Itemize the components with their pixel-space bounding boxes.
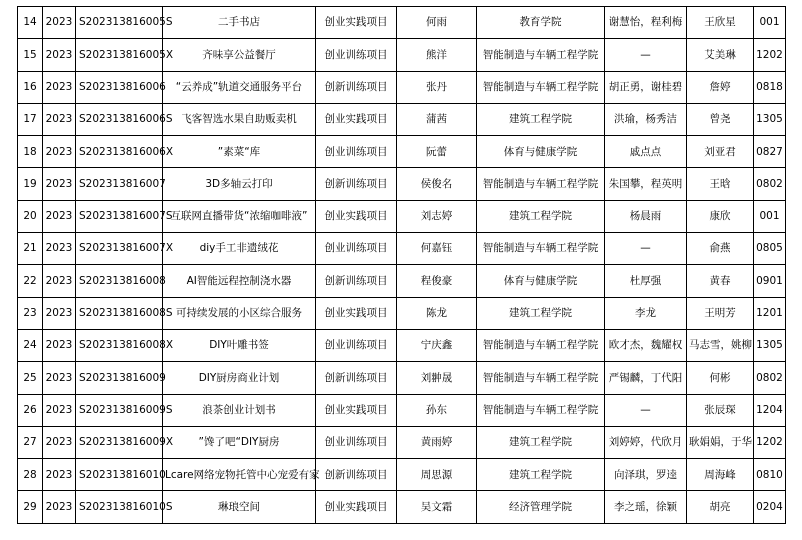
cell-project-type: 创业实践项目 [316,7,397,39]
cell-leader: 陈龙 [397,297,477,329]
cell-project-code: S202313816007 [76,168,163,200]
cell-project-name: ”馋了吧“DIY厨房 [163,426,316,458]
cell-year: 2023 [43,491,76,523]
cell-project-type: 创业实践项目 [316,297,397,329]
cell-project-name: 互联网直播带货“浓缩咖啡液” [163,200,316,232]
cell-leader: 侯俊名 [397,168,477,200]
cell-project-code: S202313816005S [76,7,163,39]
cell-project-type: 创业实践项目 [316,394,397,426]
cell-project-code: S202313816010 [76,459,163,491]
cell-college: 智能制造与车辆工程学院 [477,168,605,200]
cell-leader: 阮蕾 [397,136,477,168]
cell-project-type: 创新训练项目 [316,71,397,103]
cell-subject-code: 0802 [754,362,786,394]
cell-row-number: 20 [18,200,43,232]
cell-year: 2023 [43,39,76,71]
cell-year: 2023 [43,329,76,361]
cell-year: 2023 [43,168,76,200]
cell-leader: 何雨 [397,7,477,39]
cell-advisor: 周海峰 [687,459,754,491]
cell-year: 2023 [43,136,76,168]
cell-advisor: 曾尧 [687,103,754,135]
cell-members: 李之瑶，徐颖 [605,491,687,523]
cell-project-name: 3D多轴云打印 [163,168,316,200]
cell-college: 智能制造与车辆工程学院 [477,394,605,426]
table-row [18,233,786,265]
table-row [18,394,786,426]
cell-year: 2023 [43,200,76,232]
table-body [18,7,786,524]
table-row [18,297,786,329]
cell-subject-code: 0901 [754,265,786,297]
cell-row-number: 22 [18,265,43,297]
cell-members: — [605,233,687,265]
cell-members: 朱国攀，程英明 [605,168,687,200]
cell-members: — [605,39,687,71]
cell-year: 2023 [43,362,76,394]
cell-advisor: 艾美琳 [687,39,754,71]
cell-year: 2023 [43,426,76,458]
table-row [18,491,786,523]
cell-leader: 吴文霜 [397,491,477,523]
cell-subject-code: 1202 [754,426,786,458]
cell-leader: 蒲茜 [397,103,477,135]
cell-project-name: “云养成”轨道交通服务平台 [163,71,316,103]
cell-leader: 程俊豪 [397,265,477,297]
cell-subject-code: 1204 [754,394,786,426]
cell-college: 体育与健康学院 [477,265,605,297]
cell-college: 建筑工程学院 [477,297,605,329]
cell-subject-code: 001 [754,7,786,39]
cell-row-number: 17 [18,103,43,135]
cell-project-type: 创业训练项目 [316,136,397,168]
cell-row-number: 29 [18,491,43,523]
table-row [18,71,786,103]
cell-subject-code: 0818 [754,71,786,103]
cell-project-name: 浪茶创业计划书 [163,394,316,426]
cell-project-type: 创业实践项目 [316,103,397,135]
cell-members: 严锡麟，丁代阳 [605,362,687,394]
cell-college: 智能制造与车辆工程学院 [477,362,605,394]
cell-project-code: S202313816006 [76,71,163,103]
cell-project-type: 创新训练项目 [316,362,397,394]
table-row [18,7,786,39]
cell-members: 欧才杰，魏耀权 [605,329,687,361]
cell-members: — [605,394,687,426]
cell-advisor: 王明芳 [687,297,754,329]
cell-college: 智能制造与车辆工程学院 [477,39,605,71]
cell-project-code: S202313816007S [76,200,163,232]
cell-college: 智能制造与车辆工程学院 [477,233,605,265]
cell-project-code: S202313816009S [76,394,163,426]
cell-project-code: S202313816006X [76,136,163,168]
cell-members: 李龙 [605,297,687,329]
cell-project-code: S202313816008 [76,265,163,297]
cell-project-type: 创业训练项目 [316,39,397,71]
cell-leader: 何嘉钰 [397,233,477,265]
cell-advisor: 俞燕 [687,233,754,265]
cell-advisor: 马志雪，姚柳 [687,329,754,361]
cell-advisor: 耿娟娟，于华 [687,426,754,458]
cell-project-type: 创业实践项目 [316,491,397,523]
cell-leader: 张丹 [397,71,477,103]
cell-college: 建筑工程学院 [477,426,605,458]
cell-leader: 孙东 [397,394,477,426]
cell-subject-code: 0810 [754,459,786,491]
cell-advisor: 詹婷 [687,71,754,103]
cell-project-name: Lcare网络宠物托管中心宠爱有家 [163,459,316,491]
table-row [18,136,786,168]
cell-project-code: S202313816009 [76,362,163,394]
cell-project-name: ”素菜“库 [163,136,316,168]
cell-subject-code: 1202 [754,39,786,71]
cell-subject-code: 1305 [754,103,786,135]
cell-college: 经济管理学院 [477,491,605,523]
cell-year: 2023 [43,7,76,39]
cell-advisor: 何彬 [687,362,754,394]
cell-college: 体育与健康学院 [477,136,605,168]
cell-subject-code: 1201 [754,297,786,329]
cell-members: 胡正勇，谢桂碧 [605,71,687,103]
cell-project-code: S202313816008X [76,329,163,361]
cell-project-name: 二手书店 [163,7,316,39]
cell-members: 杜厚强 [605,265,687,297]
cell-advisor: 黄春 [687,265,754,297]
table-row [18,426,786,458]
cell-project-type: 创业实践项目 [316,200,397,232]
cell-advisor: 胡亮 [687,491,754,523]
cell-leader: 宁庆鑫 [397,329,477,361]
cell-subject-code: 0805 [754,233,786,265]
cell-leader: 熊洋 [397,39,477,71]
cell-project-name: diy手工非遗绒花 [163,233,316,265]
cell-project-code: S202313816009X [76,426,163,458]
cell-college: 智能制造与车辆工程学院 [477,71,605,103]
table-row [18,103,786,135]
cell-college: 智能制造与车辆工程学院 [477,329,605,361]
cell-project-type: 创新训练项目 [316,265,397,297]
cell-project-name: 齐味享公益餐厅 [163,39,316,71]
cell-leader: 周思源 [397,459,477,491]
cell-project-code: S202313816008S [76,297,163,329]
cell-row-number: 26 [18,394,43,426]
cell-project-name: AI智能远程控制浇水器 [163,265,316,297]
cell-subject-code: 0204 [754,491,786,523]
cell-college: 建筑工程学院 [477,103,605,135]
cell-leader: 刘翀晟 [397,362,477,394]
project-table [17,6,786,524]
cell-year: 2023 [43,233,76,265]
cell-advisor: 张辰琛 [687,394,754,426]
cell-project-name: 可持续发展的小区综合服务 [163,297,316,329]
cell-project-type: 创新训练项目 [316,459,397,491]
cell-row-number: 18 [18,136,43,168]
cell-members: 戚点点 [605,136,687,168]
cell-row-number: 16 [18,71,43,103]
table-row [18,200,786,232]
cell-project-name: 飞客智选水果自助贩卖机 [163,103,316,135]
cell-row-number: 24 [18,329,43,361]
cell-subject-code: 0827 [754,136,786,168]
cell-row-number: 27 [18,426,43,458]
table-row [18,168,786,200]
cell-subject-code: 001 [754,200,786,232]
cell-members: 向泽琪，罗逵 [605,459,687,491]
cell-row-number: 19 [18,168,43,200]
cell-row-number: 15 [18,39,43,71]
cell-project-code: S202313816005X [76,39,163,71]
cell-leader: 黄雨婷 [397,426,477,458]
cell-row-number: 14 [18,7,43,39]
cell-subject-code: 0802 [754,168,786,200]
cell-year: 2023 [43,459,76,491]
cell-project-name: DIY叶雕书签 [163,329,316,361]
cell-members: 洪瑜，杨秀洁 [605,103,687,135]
cell-college: 建筑工程学院 [477,200,605,232]
cell-year: 2023 [43,71,76,103]
table-row [18,265,786,297]
cell-members: 谢慧怡，程利梅 [605,7,687,39]
cell-project-code: S202313816007X [76,233,163,265]
table-row [18,459,786,491]
cell-advisor: 王晗 [687,168,754,200]
cell-project-type: 创新训练项目 [316,168,397,200]
cell-project-type: 创业训练项目 [316,329,397,361]
cell-project-name: 琳琅空间 [163,491,316,523]
table-row [18,39,786,71]
cell-advisor: 刘亚君 [687,136,754,168]
cell-year: 2023 [43,265,76,297]
cell-project-code: S202313816006S [76,103,163,135]
cell-college: 教育学院 [477,7,605,39]
cell-row-number: 21 [18,233,43,265]
cell-advisor: 康欣 [687,200,754,232]
cell-members: 刘婷婷，代欣月 [605,426,687,458]
table-row [18,362,786,394]
cell-row-number: 23 [18,297,43,329]
cell-advisor: 王欣星 [687,7,754,39]
cell-row-number: 28 [18,459,43,491]
cell-project-code: S202313816010S [76,491,163,523]
cell-year: 2023 [43,297,76,329]
table-row [18,329,786,361]
cell-year: 2023 [43,394,76,426]
cell-project-type: 创业训练项目 [316,233,397,265]
cell-project-type: 创业训练项目 [316,426,397,458]
cell-members: 杨晨雨 [605,200,687,232]
cell-row-number: 25 [18,362,43,394]
cell-year: 2023 [43,103,76,135]
cell-project-name: DIY厨房商业计划 [163,362,316,394]
cell-college: 建筑工程学院 [477,459,605,491]
cell-subject-code: 1305 [754,329,786,361]
cell-leader: 刘志婷 [397,200,477,232]
